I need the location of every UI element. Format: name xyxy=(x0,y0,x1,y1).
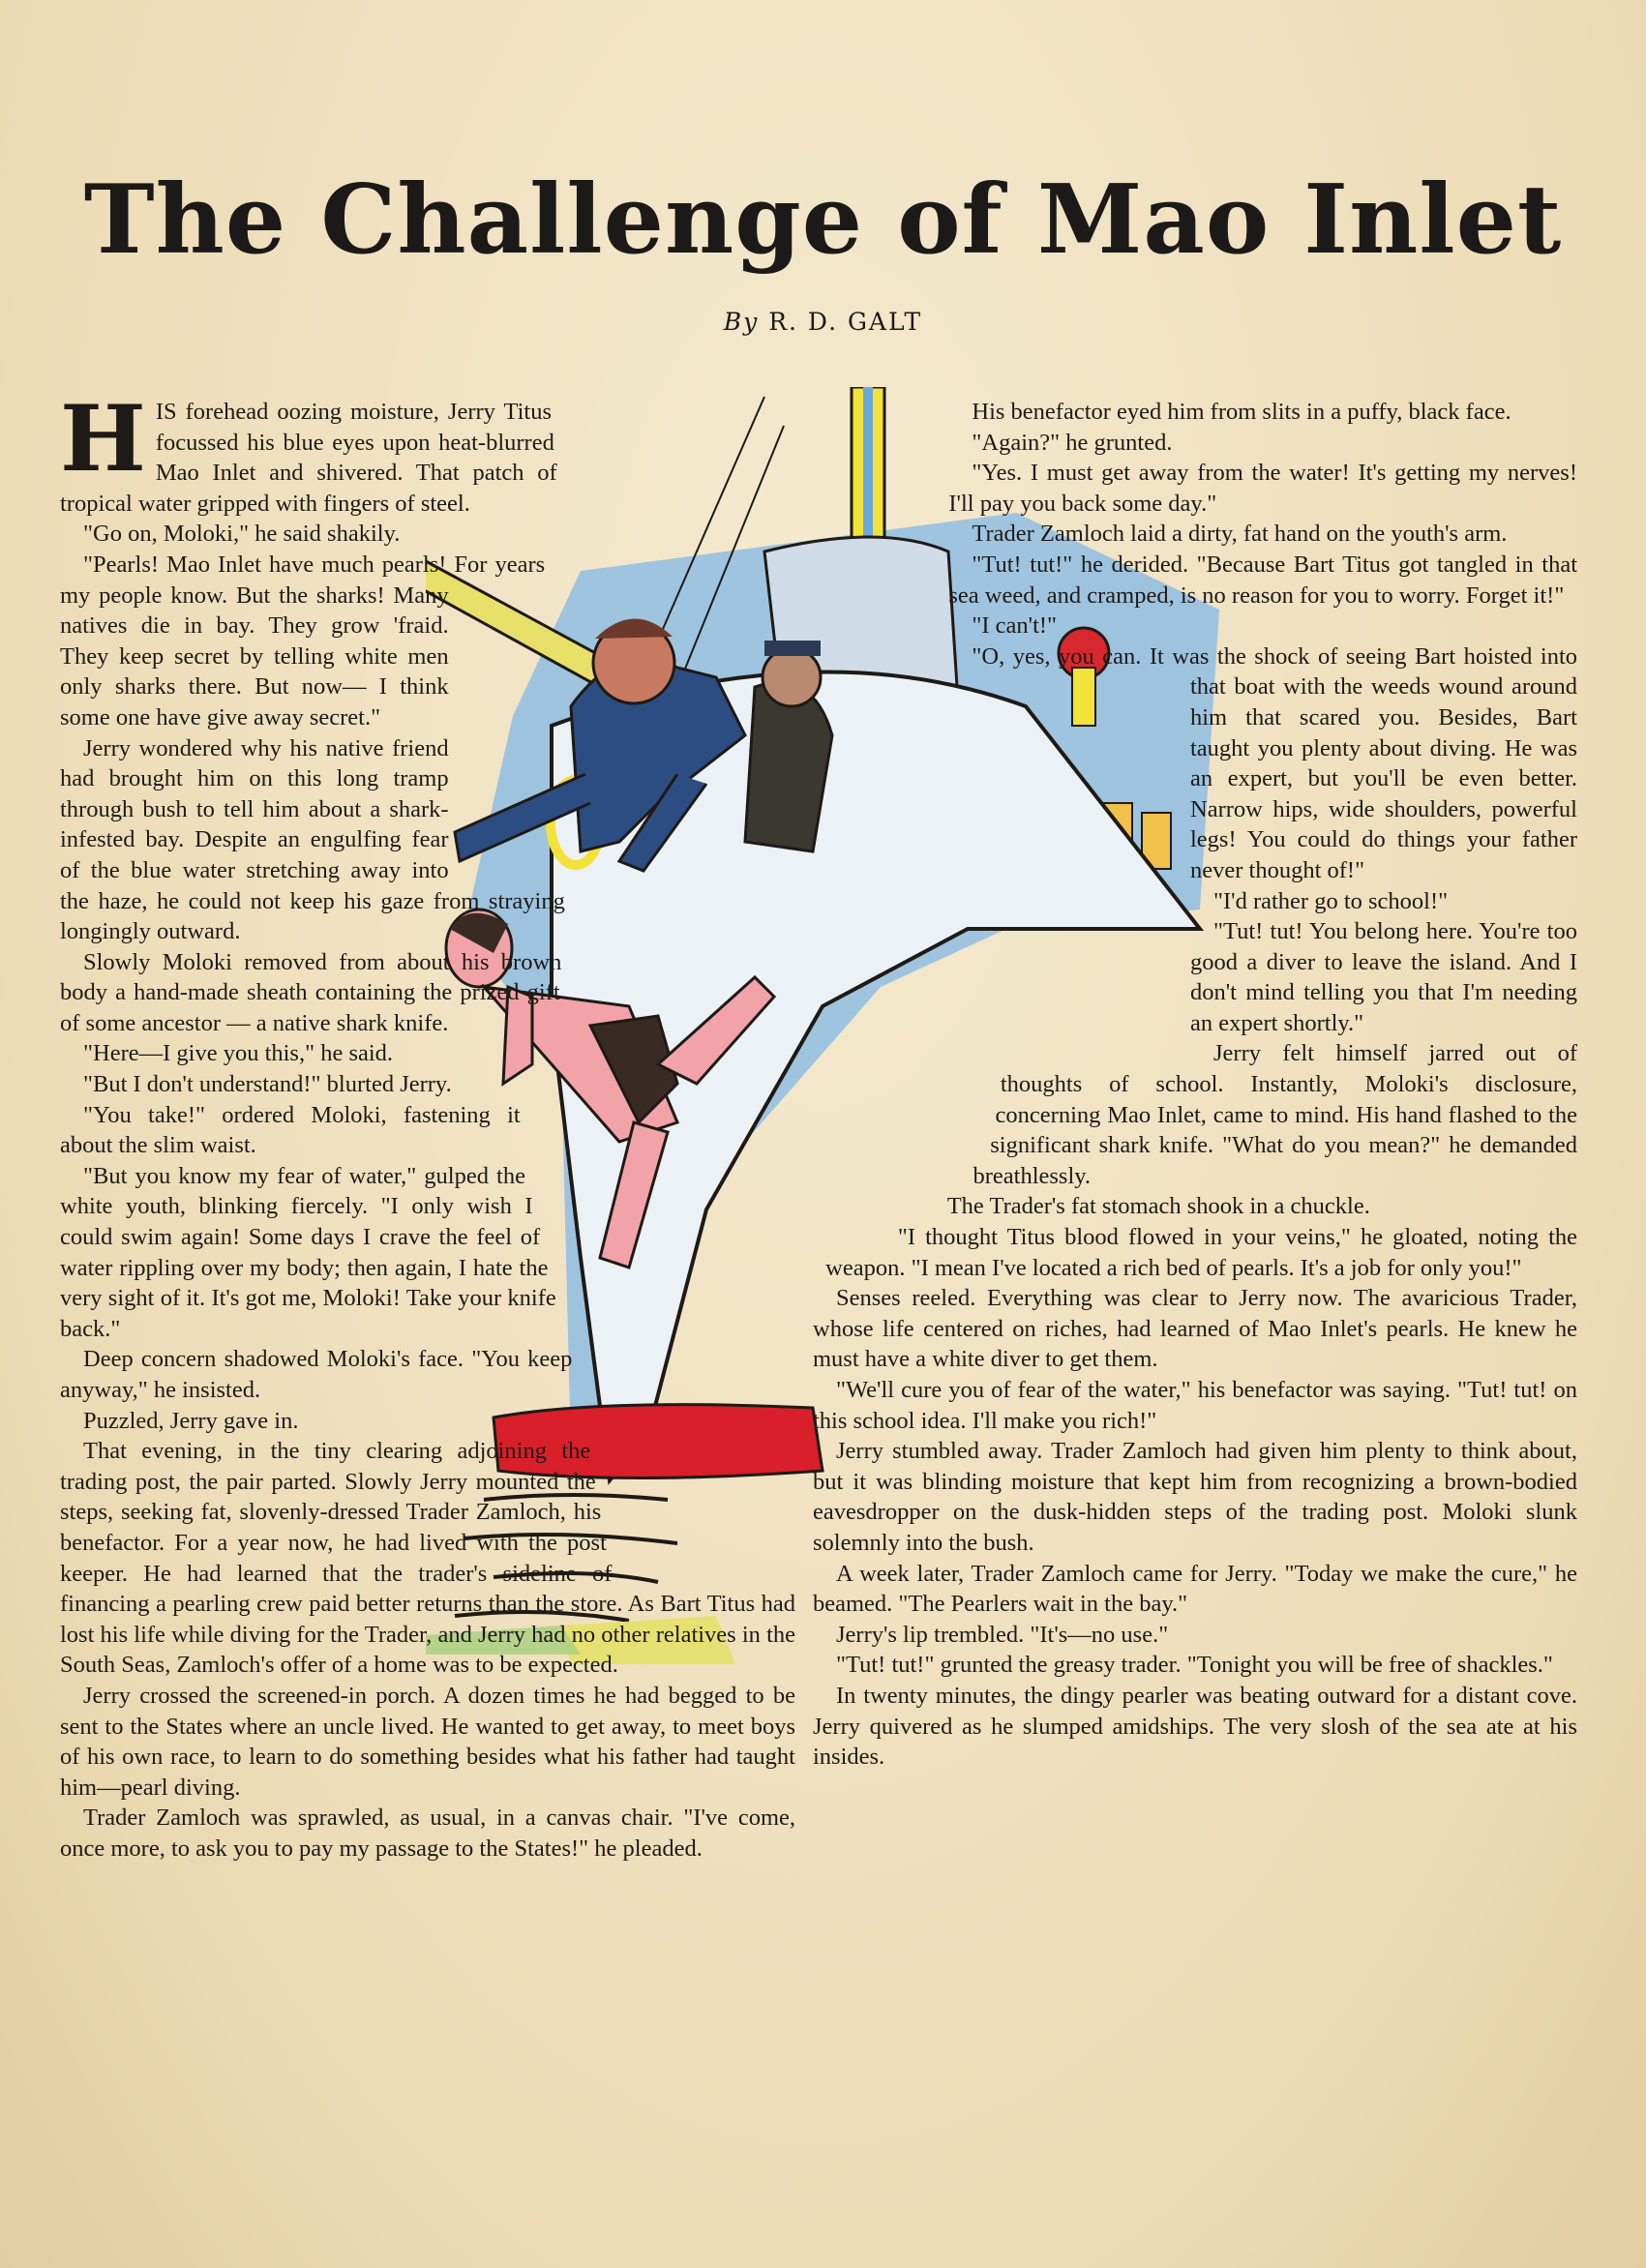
paragraph: "Go on, Moloki," he said shakily. xyxy=(83,521,401,548)
drop-cap: H xyxy=(60,397,146,492)
paragraph: Slowly Moloki removed from about his brown body a hand-made sheath containing the prized gift of some ancestor — a native shark knife. xyxy=(60,948,562,1036)
paragraph: A week later, Trader Zamloch came for Jerry. "Today we make the cure," he beamed. "The Pearlers wait in the bay." xyxy=(813,1560,1577,1618)
paragraph: "But I don't understand!" blurted Jerry. xyxy=(83,1071,452,1098)
paragraph: "Again?" he grunted. xyxy=(972,429,1173,456)
byline-author: R. D. GALT xyxy=(768,308,923,336)
paragraph: "Yes. I must get away from the water! It's getting my nerves! I'll pay you back some day." xyxy=(948,460,1577,517)
paragraph: His benefactor eyed him from slits in a puffy, black face. xyxy=(972,399,1511,425)
paragraph: "Tut! tut!" he derided. "Because Bart Titus got tangled in that sea weed, and cramped, is no reason for you to worry. Forget it!" xyxy=(948,551,1577,609)
paragraph: "O, yes, you can. It was the shock of seeing Bart hoisted into that boat with the weeds wound around him that scared you. Besides, Bart taught you plenty about diving. He was an expert, but you'll be even better. Narrow hips, wide shoulders, powerful legs! You could do things your father never thought of!" xyxy=(972,642,1577,883)
byline xyxy=(0,308,1646,336)
paragraph: "You take!" ordered Moloki, fastening it about the slim waist. xyxy=(60,1101,521,1159)
paragraph: "Tut! tut! You belong here. You're too good a diver to leave the island. And I don't mind telling you that I'm needing an expert shortly." xyxy=(1190,918,1577,1036)
right-column xyxy=(813,397,1577,2196)
byline-prefix: By xyxy=(723,308,760,336)
paragraph: Jerry felt himself jarred out of thoughts of school. Instantly, Moloki's disclosure, concerning Mao Inlet, came to mind. His hand flashed to the significant shark knife. "What do you mean?" he demanded breathlessly. xyxy=(973,1040,1577,1189)
paragraph: Jerry crossed the screened-in porch. A dozen times he had begged to be sent to the States where an uncle lived. He wanted to get away, to meet boys of his own race, to learn to do something besides what his father had taught him—pearl diving. xyxy=(60,1682,795,1801)
paragraph: Deep concern shadowed Moloki's face. "You keep anyway," he insisted. xyxy=(60,1346,573,1403)
paragraph: "I thought Titus blood flowed in your veins," he gloated, noting the weapon. "I mean I've located a rich bed of pearls. It's a job for only you!" xyxy=(825,1224,1577,1281)
paragraph: In twenty minutes, the dingy pearler was beating outward for a distant cove. Jerry quivered as he slumped amidships. The very slosh of the sea ate at his insides. xyxy=(813,1682,1577,1771)
article-title: The Challenge of Mao Inlet xyxy=(83,164,1563,276)
paragraph: HIS forehead oozing moisture, Jerry Titus focussed his blue eyes upon heat-blurred Mao Inlet and shivered. That patch of tropical water gripped with fingers of steel. xyxy=(60,397,557,517)
paragraph: Trader Zamloch laid a dirty, fat hand on the youth's arm. xyxy=(972,521,1508,548)
paragraph: "But you know my fear of water," gulped the white youth, blinking fiercely. "I only wish I could swim again! Some days I crave the feel of water rippling over my body; then again, I hate the very sight of it. It's got me, Moloki! Take your knife back." xyxy=(60,1162,556,1342)
paragraph: "I can't!" xyxy=(972,612,1058,640)
paragraph: "Pearls! Mao Inlet have much pearls! For years my people know. But the sharks! Many natives die in bay. They grow 'fraid. They keep secret by telling white men only sharks there. But now— I think some one have give away secret." xyxy=(60,551,546,731)
paragraph: Trader Zamloch was sprawled, as usual, in a canvas chair. "I've come, once more, to ask you to pay my passage to the States!" he pleaded. xyxy=(60,1805,795,1862)
paragraph: That evening, in the tiny clearing adjoining the trading post, the pair parted. Slowly Jerry mounted the steps, seeking fat, slovenly-dressed Trader Zamloch, his benefactor. For a year now, he had lived with the post keeper. He had learned that the trader's sideline of financing a pearling crew paid better returns than the store. As Bart Titus had lost his life while diving for the Trader, and Jerry had no other relatives in the South Seas, Zamloch's offer of a home was to be expected. xyxy=(60,1438,795,1679)
paragraph: "Here—I give you this," he said. xyxy=(83,1040,394,1067)
paragraph: Jerry's lip trembled. "It's—no use." xyxy=(836,1621,1169,1648)
paragraph: Jerry stumbled away. Trader Zamloch had given him plenty to think about, but it was blinding moisture that kept him from recognizing a brown-bodied eavesdropper on the dusk-hidden steps of the trading post. Moloki slunk solemnly into the bush. xyxy=(813,1438,1577,1556)
paragraph: "I'd rather go to school!" xyxy=(1213,887,1449,914)
left-column xyxy=(60,397,795,2196)
paragraph: Puzzled, Jerry gave in. xyxy=(83,1407,299,1434)
paragraph: "We'll cure you of fear of the water," his benefactor was saying. "Tut! tut! on this school idea. I'll make you rich!" xyxy=(813,1377,1577,1434)
paragraph: Jerry wondered why his native friend had brought him on this long tramp through bush to tell him about a shark-infested bay. Despite an engulfing fear of the blue water stretching away into the haze, he could not keep his gaze from straying longingly outward. xyxy=(60,734,565,945)
paragraph: The Trader's fat stomach shook in a chuckle. xyxy=(946,1193,1370,1220)
paragraph: Senses reeled. Everything was clear to Jerry now. The avaricious Trader, whose life centered on riches, had learned of Mao Inlet's pearls. He knew he must have a white diver to get them. xyxy=(813,1285,1577,1373)
paragraph: "Tut! tut!" grunted the greasy trader. "Tonight you will be free of shackles." xyxy=(836,1652,1553,1679)
